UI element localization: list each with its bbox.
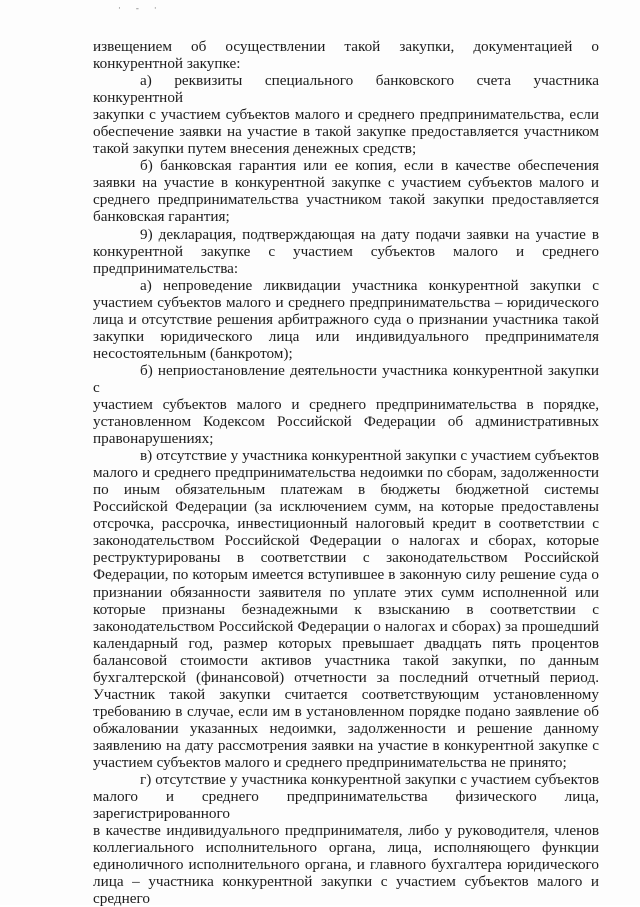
text-line: установленном Кодексом Российской Федерации об административных <box>93 413 599 431</box>
text-line: извещением об осуществлении такой закупки, документацией о <box>93 38 599 55</box>
text-line: в) отсутствие у участника конкурентной закупки с участием субъектов <box>140 447 599 465</box>
text-line: заявки на участие в конкурентной закупке с участием субъектов малого и <box>93 174 599 192</box>
text-line: закупки с участием субъектов малого и среднего предпринимательства, если <box>93 106 599 124</box>
text-line: требованию в случае, если им в установленном порядке подано заявление об <box>93 702 599 720</box>
text-line: по иным обязательным платежам в бюджеты бюджетной системы <box>93 481 599 499</box>
text-line: признании обязанности заявителя по уплате этих сумм исполненной или <box>93 583 599 601</box>
text-line: конкурентной закупке: <box>93 55 241 73</box>
text-line: правонарушениях; <box>93 430 214 448</box>
text-line: закупки юридического лица или индивидуального предпринимателя <box>93 327 599 345</box>
text-line: лица – участника конкурентной закупки с участием субъектов малого и среднего <box>93 873 599 907</box>
text-line: которые признаны безнадежными к взысканию в соответствии с <box>93 600 599 618</box>
text-line: календарный год, размер которых превышает двадцать пять процентов <box>93 634 599 652</box>
text-line: б) банковская гарантия или ее копия, если в качестве обеспечения <box>140 157 599 175</box>
text-line: Российской Федерации (за исключением сумм, на которые предоставлены <box>93 498 599 516</box>
text-line: а) реквизиты специального банковского счета участника конкурентной <box>93 72 599 107</box>
text-line: среднего предпринимательства участником такой закупки предоставляется <box>93 191 599 209</box>
text-line: г) отсутствие у участника конкурентной закупки с участием субъектов <box>140 771 599 789</box>
text-line: а) непроведение ликвидации участника конкурентной закупки с <box>140 276 599 294</box>
text-line: балансовой стоимости активов участника такой закупки, по данным <box>93 651 599 669</box>
text-line: малого и среднего предпринимательства физического лица, зарегистрированного <box>93 788 599 823</box>
text-line: банковская гарантия; <box>93 208 230 226</box>
text-line: б) неприостановление деятельности участника конкурентной закупки с <box>93 361 599 396</box>
text-line: лица и отсутствие решения арбитражного суда о признании участника такой <box>93 310 599 328</box>
text-line: коллегиального исполнительного органа, лица, исполняющего функции <box>93 839 599 857</box>
text-line: такой закупки путем внесения денежных средств; <box>93 140 417 158</box>
text-line: в качестве индивидуального предпринимателя, либо у руководителя, членов <box>93 822 599 840</box>
text-line: бухгалтерской (финансовой) отчетности за последний отчетный период. <box>93 668 599 686</box>
text-line: участием субъектов малого и среднего предпринимательства не принято; <box>93 753 567 771</box>
text-line: Участник такой закупки считается соответствующим установленному <box>93 685 599 703</box>
text-line: обеспечение заявки на участие в такой закупке предоставляется участником <box>93 123 599 141</box>
text-line: участием субъектов малого и среднего предпринимательства – юридического <box>93 293 599 311</box>
page-header-marks: · - · <box>118 4 163 14</box>
text-line: предпринимательства: <box>93 259 239 277</box>
text-line: заявлению на дату рассмотрения заявки на участие в конкурентной закупке с <box>93 736 599 754</box>
text-line: Федерации, по которым имеется вступившее в законную силу решение суда о <box>93 566 599 584</box>
text-line: законодательством Российской Федерации о налогах и сборах, которые <box>93 532 599 550</box>
text-line: реструктурированы в соответствии с законодательством Российской <box>93 549 599 567</box>
text-line: обжаловании указанных недоимки, задолженности и решение данному <box>93 719 599 737</box>
text-line: законодательством Российской Федерации о налогах и сборах) за прошедший <box>93 617 599 635</box>
text-line: отсрочка, рассрочка, инвестиционный налоговый кредит в соответствии с <box>93 515 599 533</box>
text-line: малого и среднего предпринимательства недоимки по сборам, задолженности <box>93 464 599 482</box>
text-line: единоличного исполнительного органа, и главного бухгалтера юридического <box>93 856 599 874</box>
text-line: несостоятельным (банкротом); <box>93 344 293 362</box>
text-line: конкурентной закупке с участием субъектов малого и среднего <box>93 242 599 260</box>
document-body <box>93 38 599 907</box>
text-line: 9) декларация, подтверждающая на дату подачи заявки на участие в <box>140 225 599 243</box>
text-line: участием субъектов малого и среднего предпринимательства в порядке, <box>93 395 599 413</box>
